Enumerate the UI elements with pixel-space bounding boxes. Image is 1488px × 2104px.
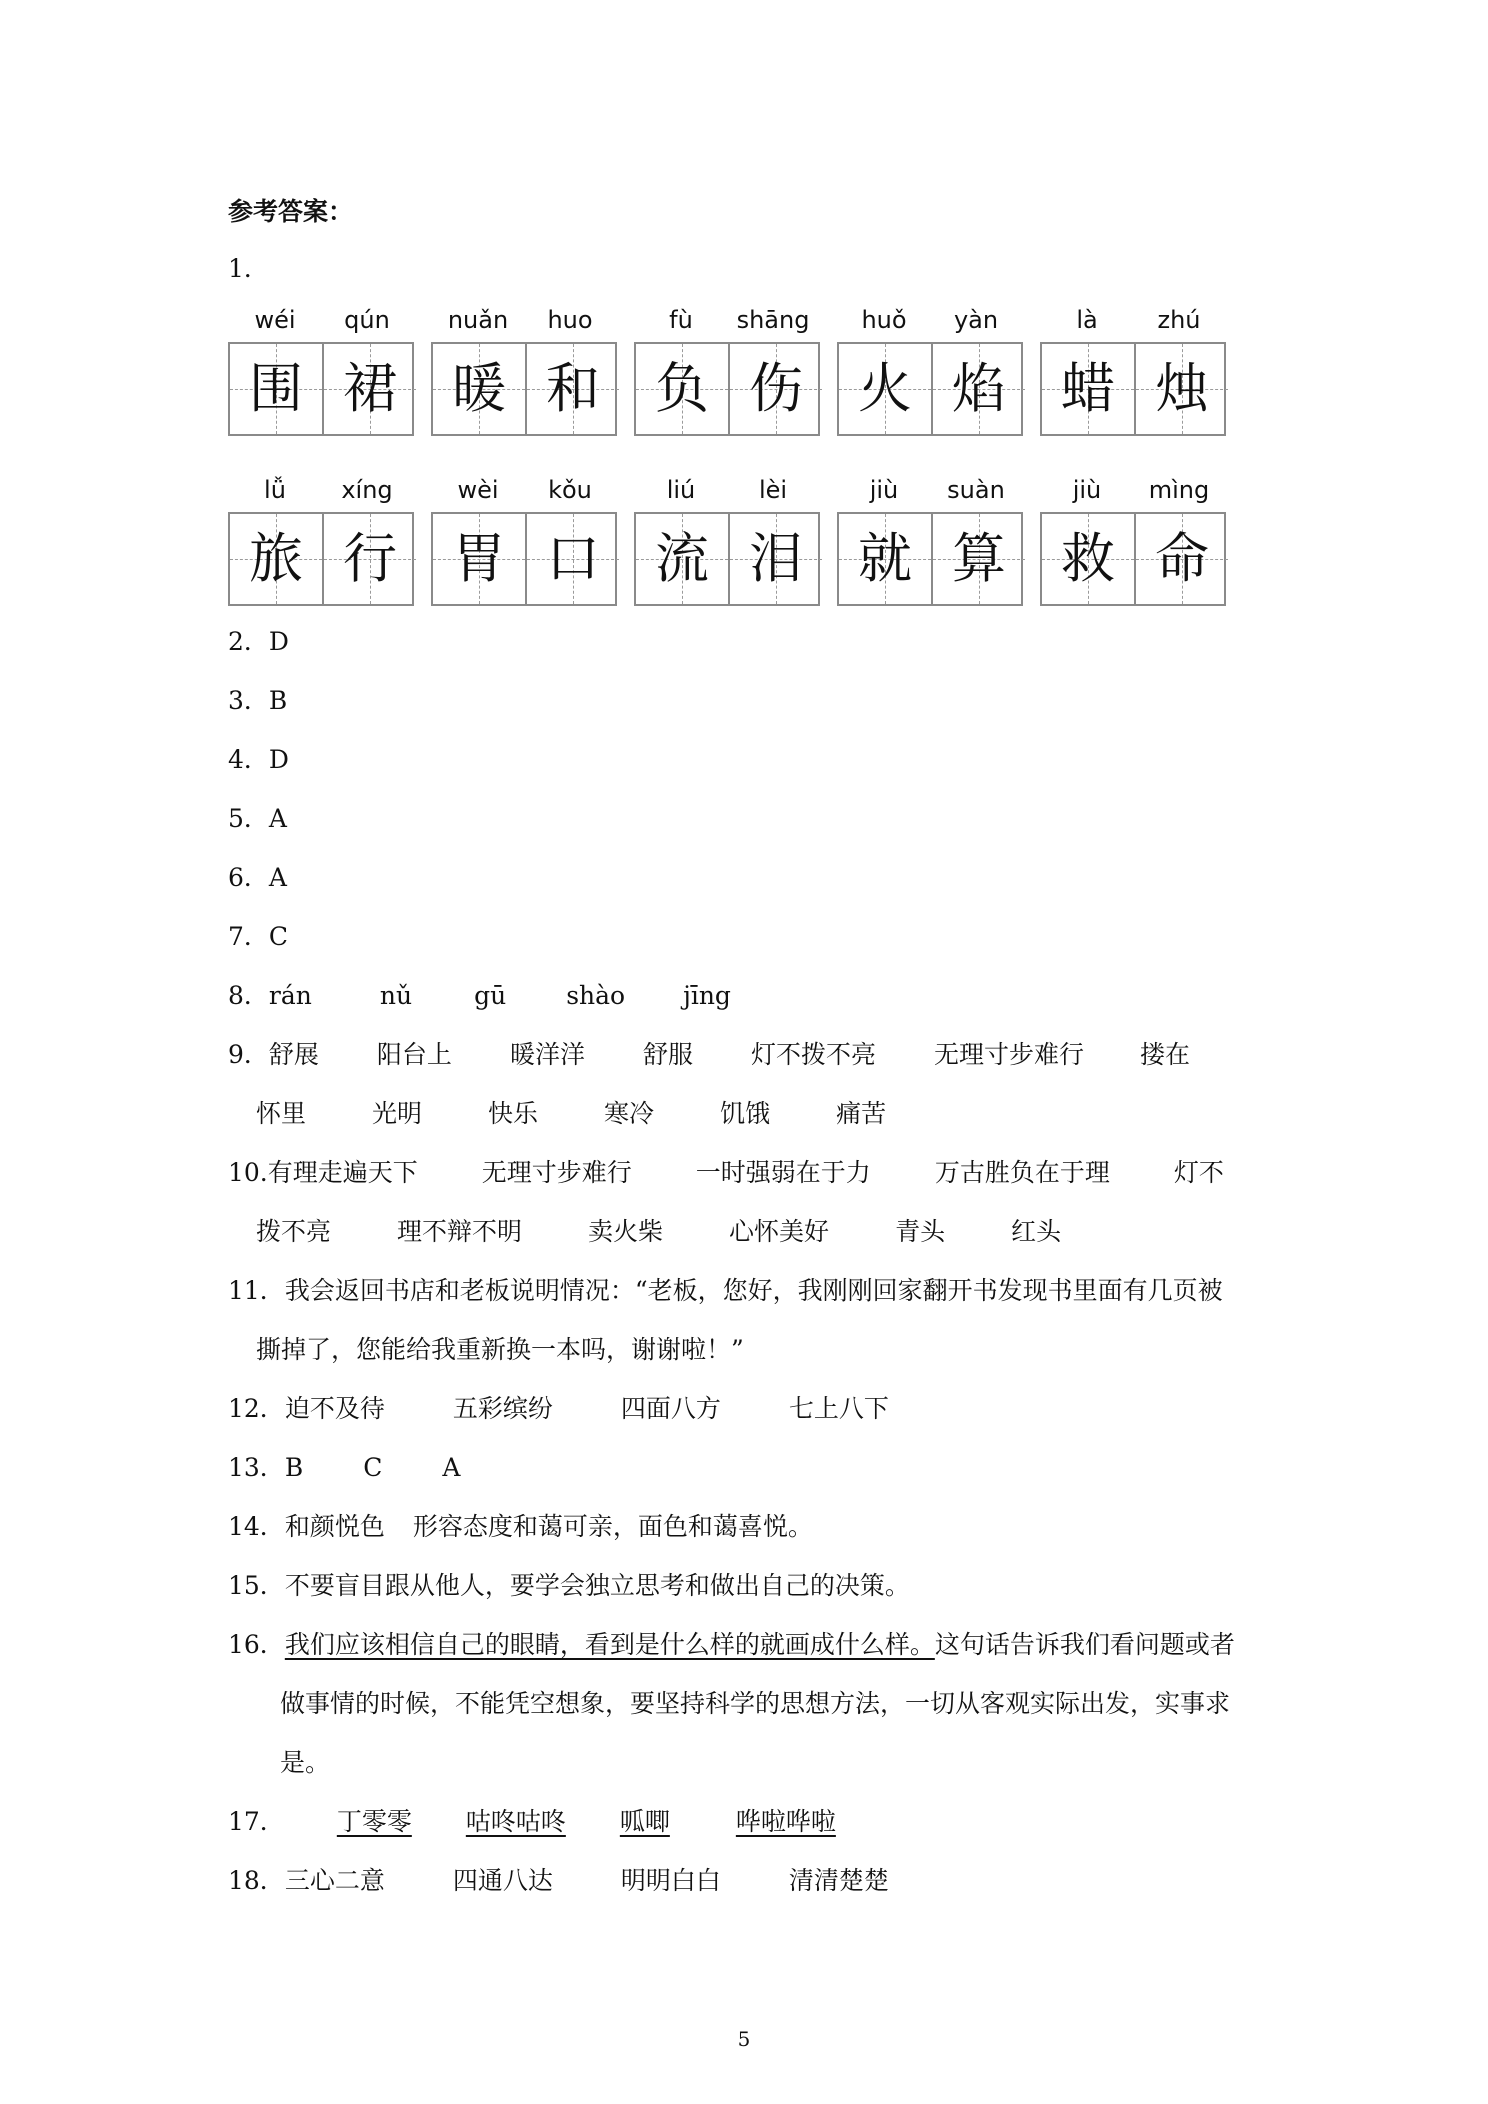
q4-number: 4． <box>228 745 269 774</box>
q1-number: 1． <box>228 254 269 283</box>
hanzi-character: 蜡 <box>1061 357 1115 420</box>
hanzi-character: 围 <box>249 357 303 420</box>
answer-q11-line2: 撕掉了，您能给我重新换一本吗，谢谢啦！” <box>256 1335 744 1364</box>
q16-number: 16． <box>228 1630 285 1659</box>
pinyin-label: là <box>1076 306 1098 334</box>
pinyin-label: huo <box>547 306 593 334</box>
pinyin-label: liú <box>666 476 696 504</box>
answer-q11-line1 <box>228 1274 1223 1308</box>
q8-item: nǔ <box>379 981 413 1010</box>
q11-text: 我会返回书店和老板说明情况：“老板，您好，我刚刚回家翻开书发现书里面有几页被 <box>284 1276 1223 1305</box>
tianzige-cell <box>1134 514 1228 604</box>
q17-item: 呱唧 <box>619 1807 670 1836</box>
q9-item: 舒展 <box>268 1040 319 1069</box>
tianzige-cell <box>322 344 416 434</box>
q14-meaning: 形容态度和蔼可亲，面色和蔼喜悦。 <box>412 1512 813 1541</box>
q10-item: 万古胜负在于理 <box>934 1158 1110 1187</box>
pinyin-label: qún <box>344 306 390 334</box>
q16-underlined-sentence: 我们应该相信自己的眼睛，看到是什么样的就画成什么样。 <box>284 1630 935 1659</box>
hanzi-character: 口 <box>546 527 600 590</box>
answer-q10-line1 <box>228 1156 1224 1190</box>
q8-item: rán <box>268 981 312 1010</box>
q18-item: 清清楚楚 <box>788 1866 889 1895</box>
tianzige-box <box>228 342 414 436</box>
answer-q3 <box>228 684 287 718</box>
pinyin-label: yàn <box>953 306 999 334</box>
tianzige-cell <box>931 344 1025 434</box>
q6-answer: A <box>268 863 287 892</box>
q10-item: 青头 <box>895 1217 946 1246</box>
q8-item: gū <box>474 981 507 1010</box>
hanzi-character: 算 <box>952 527 1006 590</box>
tianzige-box <box>1040 342 1226 436</box>
answer-q15 <box>228 1569 910 1603</box>
hanzi-character: 泪 <box>749 527 803 590</box>
q18-item: 四通八达 <box>452 1866 553 1895</box>
q9-item: 痛苦 <box>836 1099 887 1128</box>
tianzige-cell <box>433 514 525 604</box>
hanzi-character: 救 <box>1061 527 1115 590</box>
q9-item: 光明 <box>372 1099 423 1128</box>
answer-q10-line2 <box>256 1215 1061 1249</box>
q9-item: 怀里 <box>256 1099 307 1128</box>
q13-number: 13． <box>228 1453 285 1482</box>
tianzige-cell <box>525 344 619 434</box>
q5-answer: A <box>268 804 287 833</box>
q9-item: 阳台上 <box>376 1040 452 1069</box>
answer-q12 <box>228 1392 889 1426</box>
q10-item: 灯不 <box>1173 1158 1224 1187</box>
q17-item: 咕咚咕咚 <box>465 1807 566 1836</box>
q2-number: 2． <box>228 627 269 656</box>
pinyin-label: lèi <box>758 476 788 504</box>
tianzige-box <box>431 512 617 606</box>
hanzi-character: 命 <box>1155 527 1209 590</box>
answer-q9-line2 <box>256 1097 886 1131</box>
pinyin-label: xíng <box>341 476 393 504</box>
q10-item: 卖火柴 <box>588 1217 664 1246</box>
pinyin-label: kǒu <box>548 476 592 504</box>
q5-number: 5． <box>228 804 269 833</box>
q15-number: 15． <box>228 1571 285 1600</box>
q12-item: 五彩缤纷 <box>452 1394 553 1423</box>
q8-item: shào <box>566 981 626 1010</box>
pinyin-label: wéi <box>254 306 296 334</box>
hanzi-character: 行 <box>343 527 397 590</box>
tianzige-cell <box>636 514 728 604</box>
tianzige-cell <box>230 514 322 604</box>
q11-number: 11． <box>228 1276 285 1305</box>
answer-title: 参考答案： <box>228 197 354 226</box>
q12-number: 12． <box>228 1394 285 1423</box>
tianzige-box <box>1040 512 1226 606</box>
q2-answer: D <box>268 627 289 656</box>
answer-q4 <box>228 743 289 777</box>
q17-item: 丁零零 <box>336 1807 412 1836</box>
q16-text: 这句话告诉我们看问题或者 <box>934 1630 1235 1659</box>
answer-q7 <box>228 920 288 954</box>
answer-q16-line3: 是。 <box>280 1748 331 1777</box>
tianzige-cell <box>636 344 728 434</box>
q10-item: 拨不亮 <box>256 1217 332 1246</box>
hanzi-character: 流 <box>655 527 709 590</box>
tianzige-cell <box>839 514 931 604</box>
q10-item: 心怀美好 <box>729 1217 830 1246</box>
hanzi-character: 胃 <box>452 527 506 590</box>
q10-item: 红头 <box>1011 1217 1062 1246</box>
pinyin-label: jiù <box>1072 476 1102 504</box>
tianzige-cell <box>230 344 322 434</box>
answer-q16-line1 <box>228 1628 1235 1662</box>
tianzige-cell <box>839 344 931 434</box>
q9-item: 快乐 <box>488 1099 539 1128</box>
q9-item: 寒冷 <box>604 1099 655 1128</box>
q18-item: 三心二意 <box>284 1866 385 1895</box>
q15-text: 不要盲目跟从他人，要学会独立思考和做出自己的决策。 <box>284 1571 910 1600</box>
hanzi-character: 和 <box>546 357 600 420</box>
q14-word: 和颜悦色 <box>284 1512 385 1541</box>
tianzige-cell <box>1042 344 1134 434</box>
q8-number: 8． <box>228 981 269 1010</box>
pinyin-label: nuǎn <box>447 306 509 334</box>
pinyin-label: shāng <box>736 306 810 334</box>
q9-item: 搂在 <box>1140 1040 1191 1069</box>
hanzi-character: 负 <box>655 357 709 420</box>
q12-item: 七上八下 <box>788 1394 889 1423</box>
pinyin-label: mìng <box>1148 476 1210 504</box>
q18-item: 明明白白 <box>620 1866 721 1895</box>
pinyin-label: jiù <box>869 476 899 504</box>
answer-q16-line2: 做事情的时候，不能凭空想象，要坚持科学的思想方法，一切从客观实际出发，实事求 <box>280 1689 1231 1718</box>
answer-q14 <box>228 1510 813 1544</box>
answer-q6 <box>228 861 287 895</box>
answer-q2 <box>228 625 289 659</box>
tianzige-box <box>837 512 1023 606</box>
hanzi-character: 烛 <box>1155 357 1209 420</box>
q7-answer: C <box>268 922 289 951</box>
q9-item: 灯不拨不亮 <box>750 1040 876 1069</box>
answer-q9-line1 <box>228 1038 1190 1072</box>
answer-q18 <box>228 1864 889 1898</box>
tianzige-cell <box>433 344 525 434</box>
answer-q5 <box>228 802 287 836</box>
hanzi-character: 焰 <box>952 357 1006 420</box>
answer-q17 <box>228 1805 836 1839</box>
q9-item: 暖洋洋 <box>509 1040 585 1069</box>
q10-item: 无理寸步难行 <box>481 1158 632 1187</box>
tianzige-cell <box>931 514 1025 604</box>
q10-number: 10. <box>228 1158 268 1187</box>
q10-item: 一时强弱在于力 <box>695 1158 871 1187</box>
page-number: 5 <box>737 2027 751 2051</box>
q14-number: 14． <box>228 1512 285 1541</box>
q9-item: 饥饿 <box>720 1099 771 1128</box>
hanzi-character: 伤 <box>749 357 803 420</box>
tianzige-box <box>228 512 414 606</box>
pinyin-label: lǚ <box>264 476 286 504</box>
hanzi-character: 就 <box>858 527 912 590</box>
tianzige-box <box>634 342 820 436</box>
tianzige-cell <box>1042 514 1134 604</box>
answer-q8 <box>228 979 731 1013</box>
q8-item: jīng <box>683 981 731 1010</box>
q9-number: 9． <box>228 1040 269 1069</box>
q4-answer: D <box>268 745 289 774</box>
q12-item: 迫不及待 <box>284 1394 385 1423</box>
q7-number: 7． <box>228 922 269 951</box>
tianzige-cell <box>322 514 416 604</box>
pinyin-label: wèi <box>457 476 499 504</box>
q17-item: 哗啦哗啦 <box>735 1807 836 1836</box>
q6-number: 6． <box>228 863 269 892</box>
tianzige-cell <box>1134 344 1228 434</box>
q10-item: 有理走遍天下 <box>267 1158 418 1187</box>
pinyin-label: zhú <box>1157 306 1201 334</box>
q12-item: 四面八方 <box>620 1394 721 1423</box>
q3-number: 3． <box>228 686 269 715</box>
pinyin-label: suàn <box>947 476 1005 504</box>
q17-number: 17． <box>228 1807 285 1836</box>
q3-answer: B <box>268 686 288 715</box>
answer-q13 <box>228 1451 460 1485</box>
tianzige-box <box>431 342 617 436</box>
tianzige-cell <box>525 514 619 604</box>
hanzi-character: 暖 <box>452 357 506 420</box>
q10-item: 理不辩不明 <box>397 1217 523 1246</box>
q18-number: 18． <box>228 1866 285 1895</box>
q9-item: 舒服 <box>642 1040 693 1069</box>
tianzige-box <box>837 342 1023 436</box>
tianzige-box <box>634 512 820 606</box>
q13-item: B <box>284 1453 304 1482</box>
hanzi-character: 旅 <box>249 527 303 590</box>
pinyin-label: fù <box>669 306 693 334</box>
hanzi-character: 裙 <box>343 357 397 420</box>
q13-item: A <box>442 1453 461 1482</box>
q9-item: 无理寸步难行 <box>933 1040 1084 1069</box>
q13-item: C <box>363 1453 383 1482</box>
hanzi-character: 火 <box>858 357 912 420</box>
pinyin-label: huǒ <box>861 306 907 334</box>
tianzige-cell <box>728 514 822 604</box>
tianzige-cell <box>728 344 822 434</box>
